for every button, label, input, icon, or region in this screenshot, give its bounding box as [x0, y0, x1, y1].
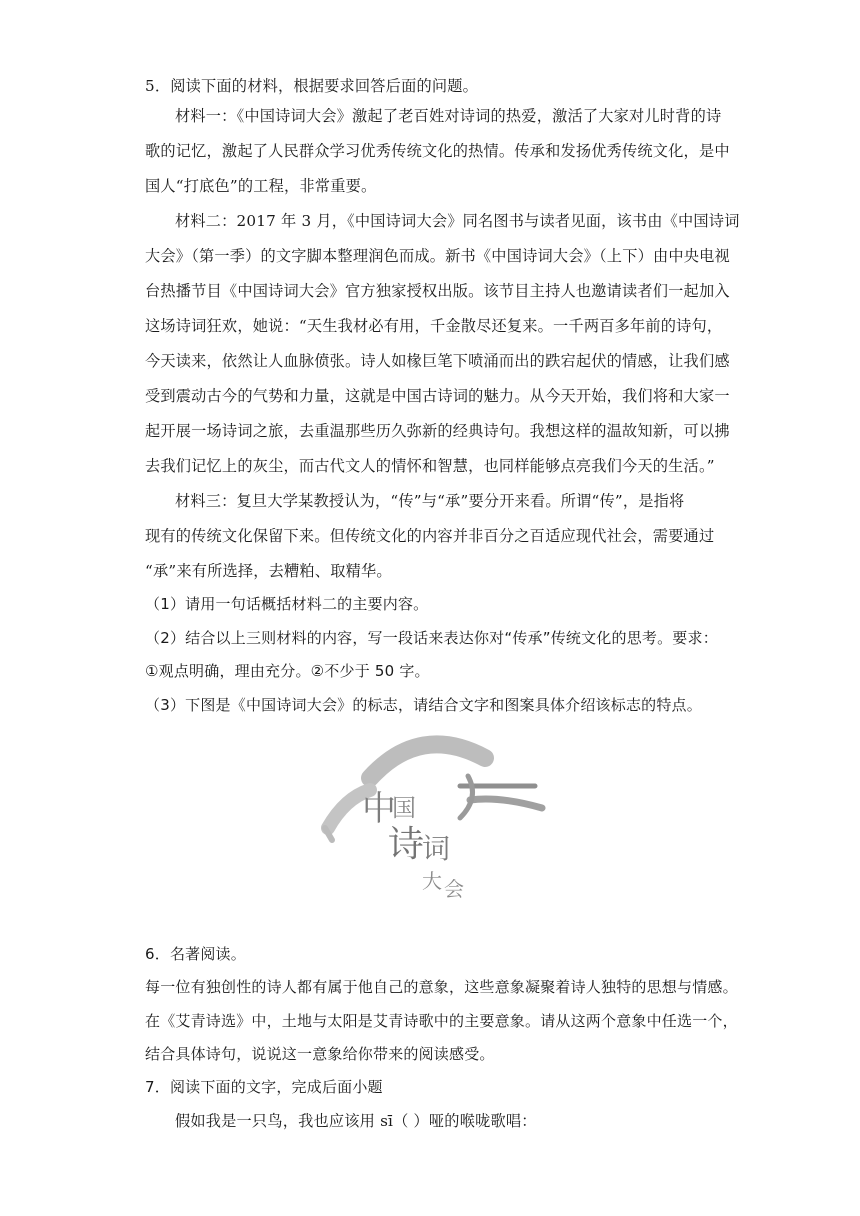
- question-6-line: 在《艾青诗选》中，土地与太阳是艾青诗歌中的主要意象。请从这两个意象中任选一个，: [145, 1012, 738, 1030]
- question-7-title: 7．阅读下面的文字，完成后面小题: [145, 1078, 383, 1096]
- question-7-line: 假如我是一只鸟，我也应该用 sī（ ）哑的喉咙歌唱：: [175, 1112, 537, 1130]
- logo-char-da: 大: [422, 869, 442, 893]
- material-2-line: 今天读来，依然让人血脉偾张。诗人如椽巨笔下喷涌而出的跌宕起伏的情感，让我们感: [145, 352, 730, 370]
- subquestion-3: （3）下图是《中国诗词大会》的标志，请结合文字和图案具体介绍该标志的特点。: [145, 696, 702, 714]
- material-2-line: 材料二：2017 年 3 月，《中国诗词大会》同名图书与读者见面，该书由《中国诗词: [175, 212, 740, 230]
- material-1-line: 歌的记忆，激起了人民群众学习优秀传统文化的热情。传承和发扬优秀传统文化，是中: [145, 142, 730, 160]
- logo-brush-arc: [370, 744, 485, 778]
- logo-flourish-stroke: [470, 799, 542, 808]
- logo-char-guo: 国: [392, 794, 416, 822]
- material-2-line: 去我们记忆上的灰尘，而古代文人的情怀和智慧，也同样能够点亮我们今天的生活。”: [145, 457, 715, 475]
- material-1-line: 材料一：《中国诗词大会》激起了老百姓对诗词的热爱，激活了大家对儿时背的诗: [175, 107, 722, 125]
- material-2-line: 受到震动古今的气势和力量，这就是中国古诗词的魅力。从今天开始，我们将和大家一: [145, 387, 730, 405]
- material-2-line: 台热播节目《中国诗词大会》官方独家授权出版。该节目主持人也邀请读者们一起加入: [145, 282, 730, 300]
- material-3-line: 现有的传统文化保留下来。但传统文化的内容并非百分之百适应现代社会，需要通过: [145, 527, 715, 545]
- logo-char-zhong: 中: [362, 789, 396, 829]
- material-2-line: 这场诗词狂欢，她说：“天生我材必有用，千金散尽还复来。一千两百多年前的诗句，: [145, 317, 723, 335]
- material-2-line: 起开展一场诗词之旅，去重温那些历久弥新的经典诗句。我想这样的温故知新，可以拂: [145, 422, 730, 440]
- subquestion-2: （2）结合以上三则材料的内容，写一段话来表达你对“传承”传统文化的思考。要求：: [145, 629, 718, 647]
- question-6-title: 6．名著阅读。: [145, 945, 246, 963]
- question-5-title: 5．阅读下面的材料，根据要求回答后面的问题。: [145, 77, 479, 95]
- question-6-line: 每一位有独创性的诗人都有属于他自己的意象，这些意象凝聚着诗人独特的思想与情感。: [145, 978, 738, 996]
- material-2-line: 大会》（第一季）的文字脚本整理润色而成。新书《中国诗词大会》（上下）由中央电视: [145, 247, 730, 265]
- material-3-line: 材料三：复旦大学某教授认为，“传”与“承”要分开来看。所谓“传”，是指将: [175, 492, 685, 510]
- subquestion-1: （1）请用一句话概括材料二的主要内容。: [145, 595, 429, 613]
- question-6-line: 结合具体诗句，说说这一意象给你带来的阅读感受。: [145, 1045, 495, 1063]
- logo-char-ci: 词: [422, 832, 451, 865]
- subquestion-2-requirements: ①观点明确，理由充分。②不少于 50 字。: [145, 662, 430, 680]
- logo-char-shi: 诗: [388, 824, 425, 865]
- poetry-conference-logo: [310, 728, 550, 908]
- material-1-line: 国人“打底色”的工程，非常重要。: [145, 177, 377, 195]
- logo-curl-stroke: [460, 776, 473, 818]
- material-3-line: “承”来有所选择，去糟粕、取精华。: [145, 562, 392, 580]
- logo-char-hui: 会: [444, 877, 464, 901]
